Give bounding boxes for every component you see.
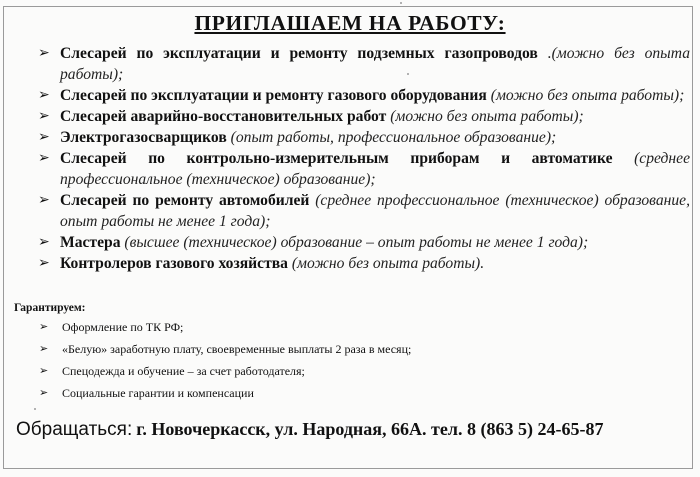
guarantees-heading: Гарантируем:: [14, 302, 86, 314]
vacancy-item: [38, 148, 690, 190]
vacancy-requirements: .(можно без опыта работы);: [60, 45, 690, 83]
guarantee-item: [39, 360, 639, 382]
vacancy-list: [38, 43, 690, 274]
vacancy-role: Слесарей по контрольно-измерительным приборам и автоматике: [60, 150, 613, 167]
vacancy-requirements: (среднее профессиональное (техническое) образование);: [60, 150, 691, 188]
vacancy-item: [38, 190, 690, 232]
arrow-bullet-icon: ➢: [38, 256, 50, 271]
arrow-bullet-icon: ➢: [38, 130, 50, 145]
arrow-bullet-icon: ➢: [38, 235, 50, 250]
arrow-bullet-icon: ➢: [39, 321, 49, 333]
vacancy-role: Мастера: [60, 234, 121, 251]
vacancy-requirements: (можно без опыта работы).: [291, 255, 485, 272]
vacancy-role: Слесарей аварийно-восстановительных работ: [60, 108, 387, 125]
contact-line: [16, 419, 696, 441]
vacancy-item: [38, 85, 690, 106]
guarantee-item: [39, 382, 639, 404]
vacancy-item: [38, 43, 690, 85]
guarantee-text: «Белую» заработную плату, своевременные выплаты 2 раза в месяц;: [62, 342, 412, 356]
arrow-bullet-icon: ➢: [38, 193, 50, 208]
vacancy-role: Электрогазосварщиков: [60, 129, 227, 146]
contact-address-phone: г. Новочеркасск, ул. Народная, 66А. тел. 8 (863 5) 24-65-87: [136, 419, 604, 439]
arrow-bullet-icon: ➢: [39, 387, 49, 399]
vacancy-item: [38, 106, 690, 127]
scan-speck: [407, 73, 409, 75]
vacancy-requirements: (высшее (техническое) образование – опыт работы не менее 1 года);: [124, 234, 589, 251]
arrow-bullet-icon: ➢: [38, 88, 50, 103]
guarantee-item: [39, 316, 639, 338]
vacancy-role: Слесарей по эксплуатации и ремонту газового оборудования: [60, 87, 487, 104]
arrow-bullet-icon: ➢: [38, 151, 50, 166]
vacancy-requirements: (опыт работы, профессиональное образование);: [230, 129, 557, 146]
vacancy-requirements: (среднее профессиональное (техническое) образование, опыт работы не менее 1 года);: [60, 192, 690, 230]
flyer-title: ПРИГЛАШАЕМ НА РАБОТУ:: [194, 11, 506, 35]
contact-label: Обращаться:: [16, 419, 133, 440]
vacancy-role: Слесарей по ремонту автомобилей: [60, 192, 310, 209]
guarantee-text: Оформление по ТК РФ;: [62, 320, 184, 334]
guarantee-item: [39, 338, 639, 360]
vacancy-role: Слесарей по эксплуатации и ремонту подземных газопроводов: [60, 45, 538, 62]
vacancy-item: [38, 232, 690, 253]
scan-speck: [34, 408, 36, 410]
arrow-bullet-icon: ➢: [39, 343, 49, 355]
arrow-bullet-icon: ➢: [39, 365, 49, 377]
vacancy-item: [38, 127, 690, 148]
vacancy-item: [38, 253, 690, 274]
arrow-bullet-icon: ➢: [38, 46, 50, 61]
guarantee-text: Спецодежда и обучение – за счет работодателя;: [62, 364, 305, 378]
vacancy-role: Контролеров газового хозяйства: [60, 255, 288, 272]
guarantee-text: Социальные гарантии и компенсации: [62, 386, 254, 400]
vacancy-requirements: (можно без опыта работы);: [390, 108, 584, 125]
vacancy-requirements: (можно без опыта работы);: [490, 87, 685, 104]
scan-speck: [400, 2, 402, 4]
guarantee-list: [39, 316, 639, 404]
arrow-bullet-icon: ➢: [38, 109, 50, 124]
